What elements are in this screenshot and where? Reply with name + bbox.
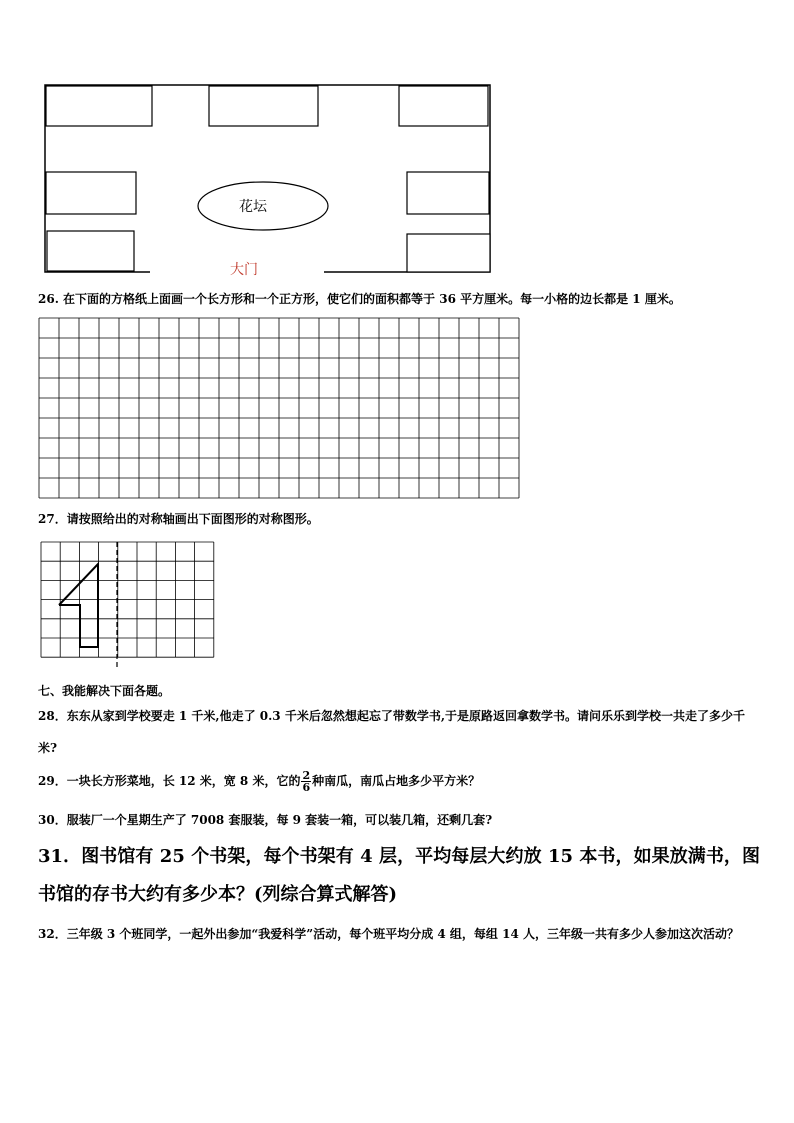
question-30: 30．服装厂一个星期生产了 7008 套服装，每 9 套装一箱，可以装几箱，还剩几套? [38,813,493,827]
fraction [301,770,311,793]
building-middle-left [46,172,136,214]
question-27: 27．请按照给出的对称轴画出下面图形的对称图形。 [38,512,319,526]
building-middle-right [407,172,489,214]
section-7-heading: 七、我能解决下面各题。 [38,684,171,698]
building-bottom-left [47,231,134,271]
question-32: 32．三年级 3 个班同学，一起外出参加“我爱科学”活动，每个班平均分成 4 组，每组 14 人，三年级一共有多少人参加这次活动？ [38,927,739,941]
building-bottom-right [407,234,490,272]
given-shape [59,564,98,647]
grid-paper [38,316,520,500]
fraction-numerator: 2 [302,769,311,782]
school-map-diagram [38,80,498,280]
question-29 [38,770,480,793]
question-31: 31．图书馆有 25 个书架，每个书架有 4 层，平均每层大约放 15 本书，如果放满书，图书馆的存书大约有多少本？(列综合算式解答) [38,846,760,905]
gate-label: 大门 [230,262,258,278]
question-28: 28．东东从家到学校要走 1 千米,他走了 0.3 千米后忽然想起忘了带数学书,于是原路返回拿数学书。请问乐乐到学校一共走了多少千米? [38,709,745,755]
building-top-middle [209,86,318,126]
question-29-text-before: 29．一块长方形菜地，长 12 米，宽 8 米，它的 [38,774,301,788]
question-26: 26. 在下面的方格纸上面画一个长方形和一个正方形，使它们的面积都等于 36 平方厘米。每一小格的边长都是 1 厘米。 [38,292,681,306]
question-29-text-after: 种南瓜，南瓜占地多少平方米？ [312,774,481,788]
flower-bed-label: 花坛 [239,199,267,215]
building-top-right [399,86,488,126]
fraction-denominator: 6 [302,781,311,794]
symmetry-grid [38,540,216,674]
building-top-left [46,86,152,126]
